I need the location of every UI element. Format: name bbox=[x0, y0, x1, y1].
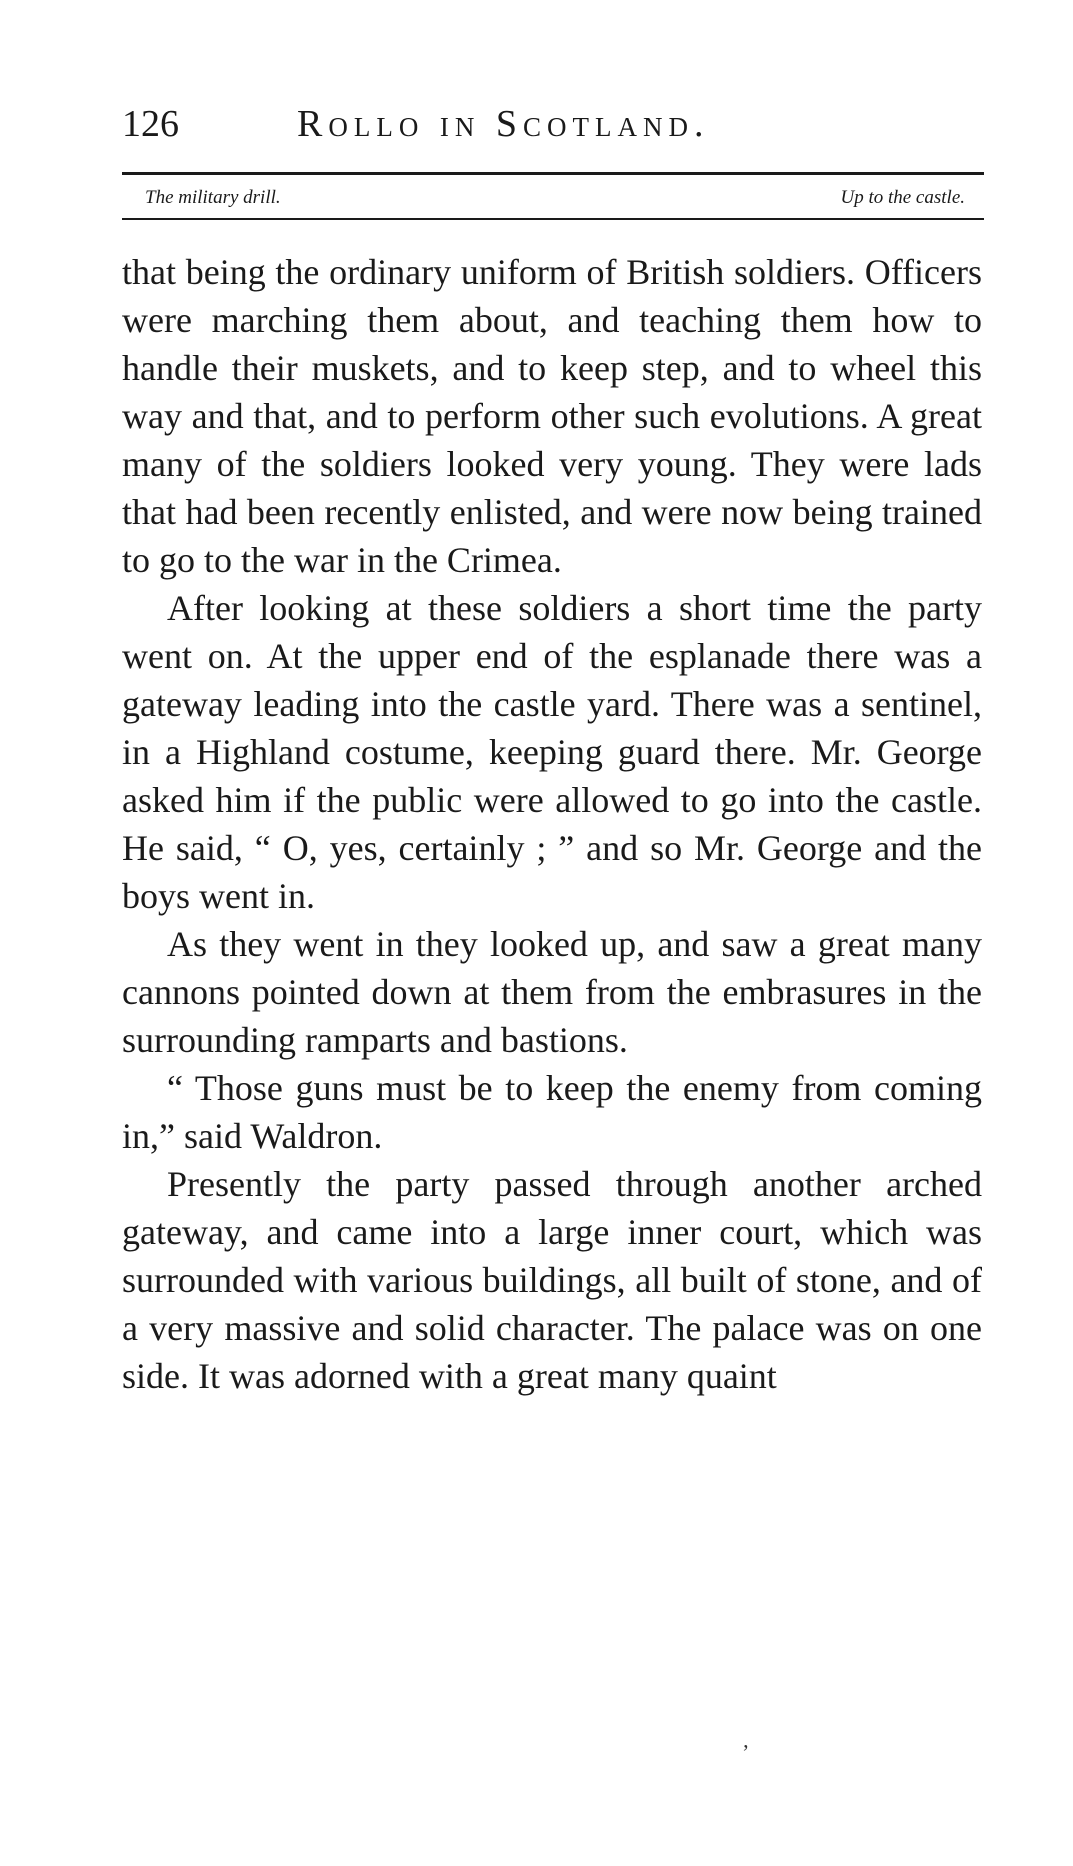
subhead-left: The military drill. bbox=[145, 187, 281, 208]
header-rule-top bbox=[122, 172, 984, 175]
running-head bbox=[122, 96, 982, 156]
paragraph: that being the ordinary uniform of British soldiers. Officers were marching them about, and teaching them how to handle their muskets, and to keep step, and to wheel this way and that, and to perform other such evolutions. A great many of the soldiers looked very young. They were lads that had been recently enlisted, and were now being trained to go to the war in the Crimea. bbox=[122, 252, 982, 580]
book-title: Rollo in Scotland. bbox=[297, 103, 710, 145]
stray-ink-mark: ʼ bbox=[742, 1740, 750, 1765]
paragraph: As they went in they looked up, and saw a great many cannons pointed down at them from the embrasures in the surrounding ramparts and bastions. bbox=[122, 924, 982, 1060]
body-text bbox=[122, 248, 982, 1400]
paragraph: After looking at these soldiers a short time the party went on. At the upper end of the esplanade there was a gateway leading into the castle yard. There was a sentinel, in a Highland costume, keeping guard there. Mr. George asked him if the public were allowed to go into the castle. He said, “ O, yes, certainly ; ” and so Mr. George and the boys went in. bbox=[122, 588, 982, 916]
header-rule-bottom bbox=[122, 218, 984, 220]
paragraph: “ Those guns must be to keep the enemy from coming in,” said Waldron. bbox=[122, 1068, 982, 1156]
subhead-right: Up to the castle. bbox=[840, 187, 965, 208]
section-subhead bbox=[145, 182, 965, 214]
paragraph: Presently the party passed through another arched gateway, and came into a large inner court, which was surrounded with various buildings, all built of stone, and of a very massive and solid character. The palace was on one side. It was adorned with a great many quaint bbox=[122, 1164, 982, 1396]
page-number: 126 bbox=[122, 103, 179, 145]
